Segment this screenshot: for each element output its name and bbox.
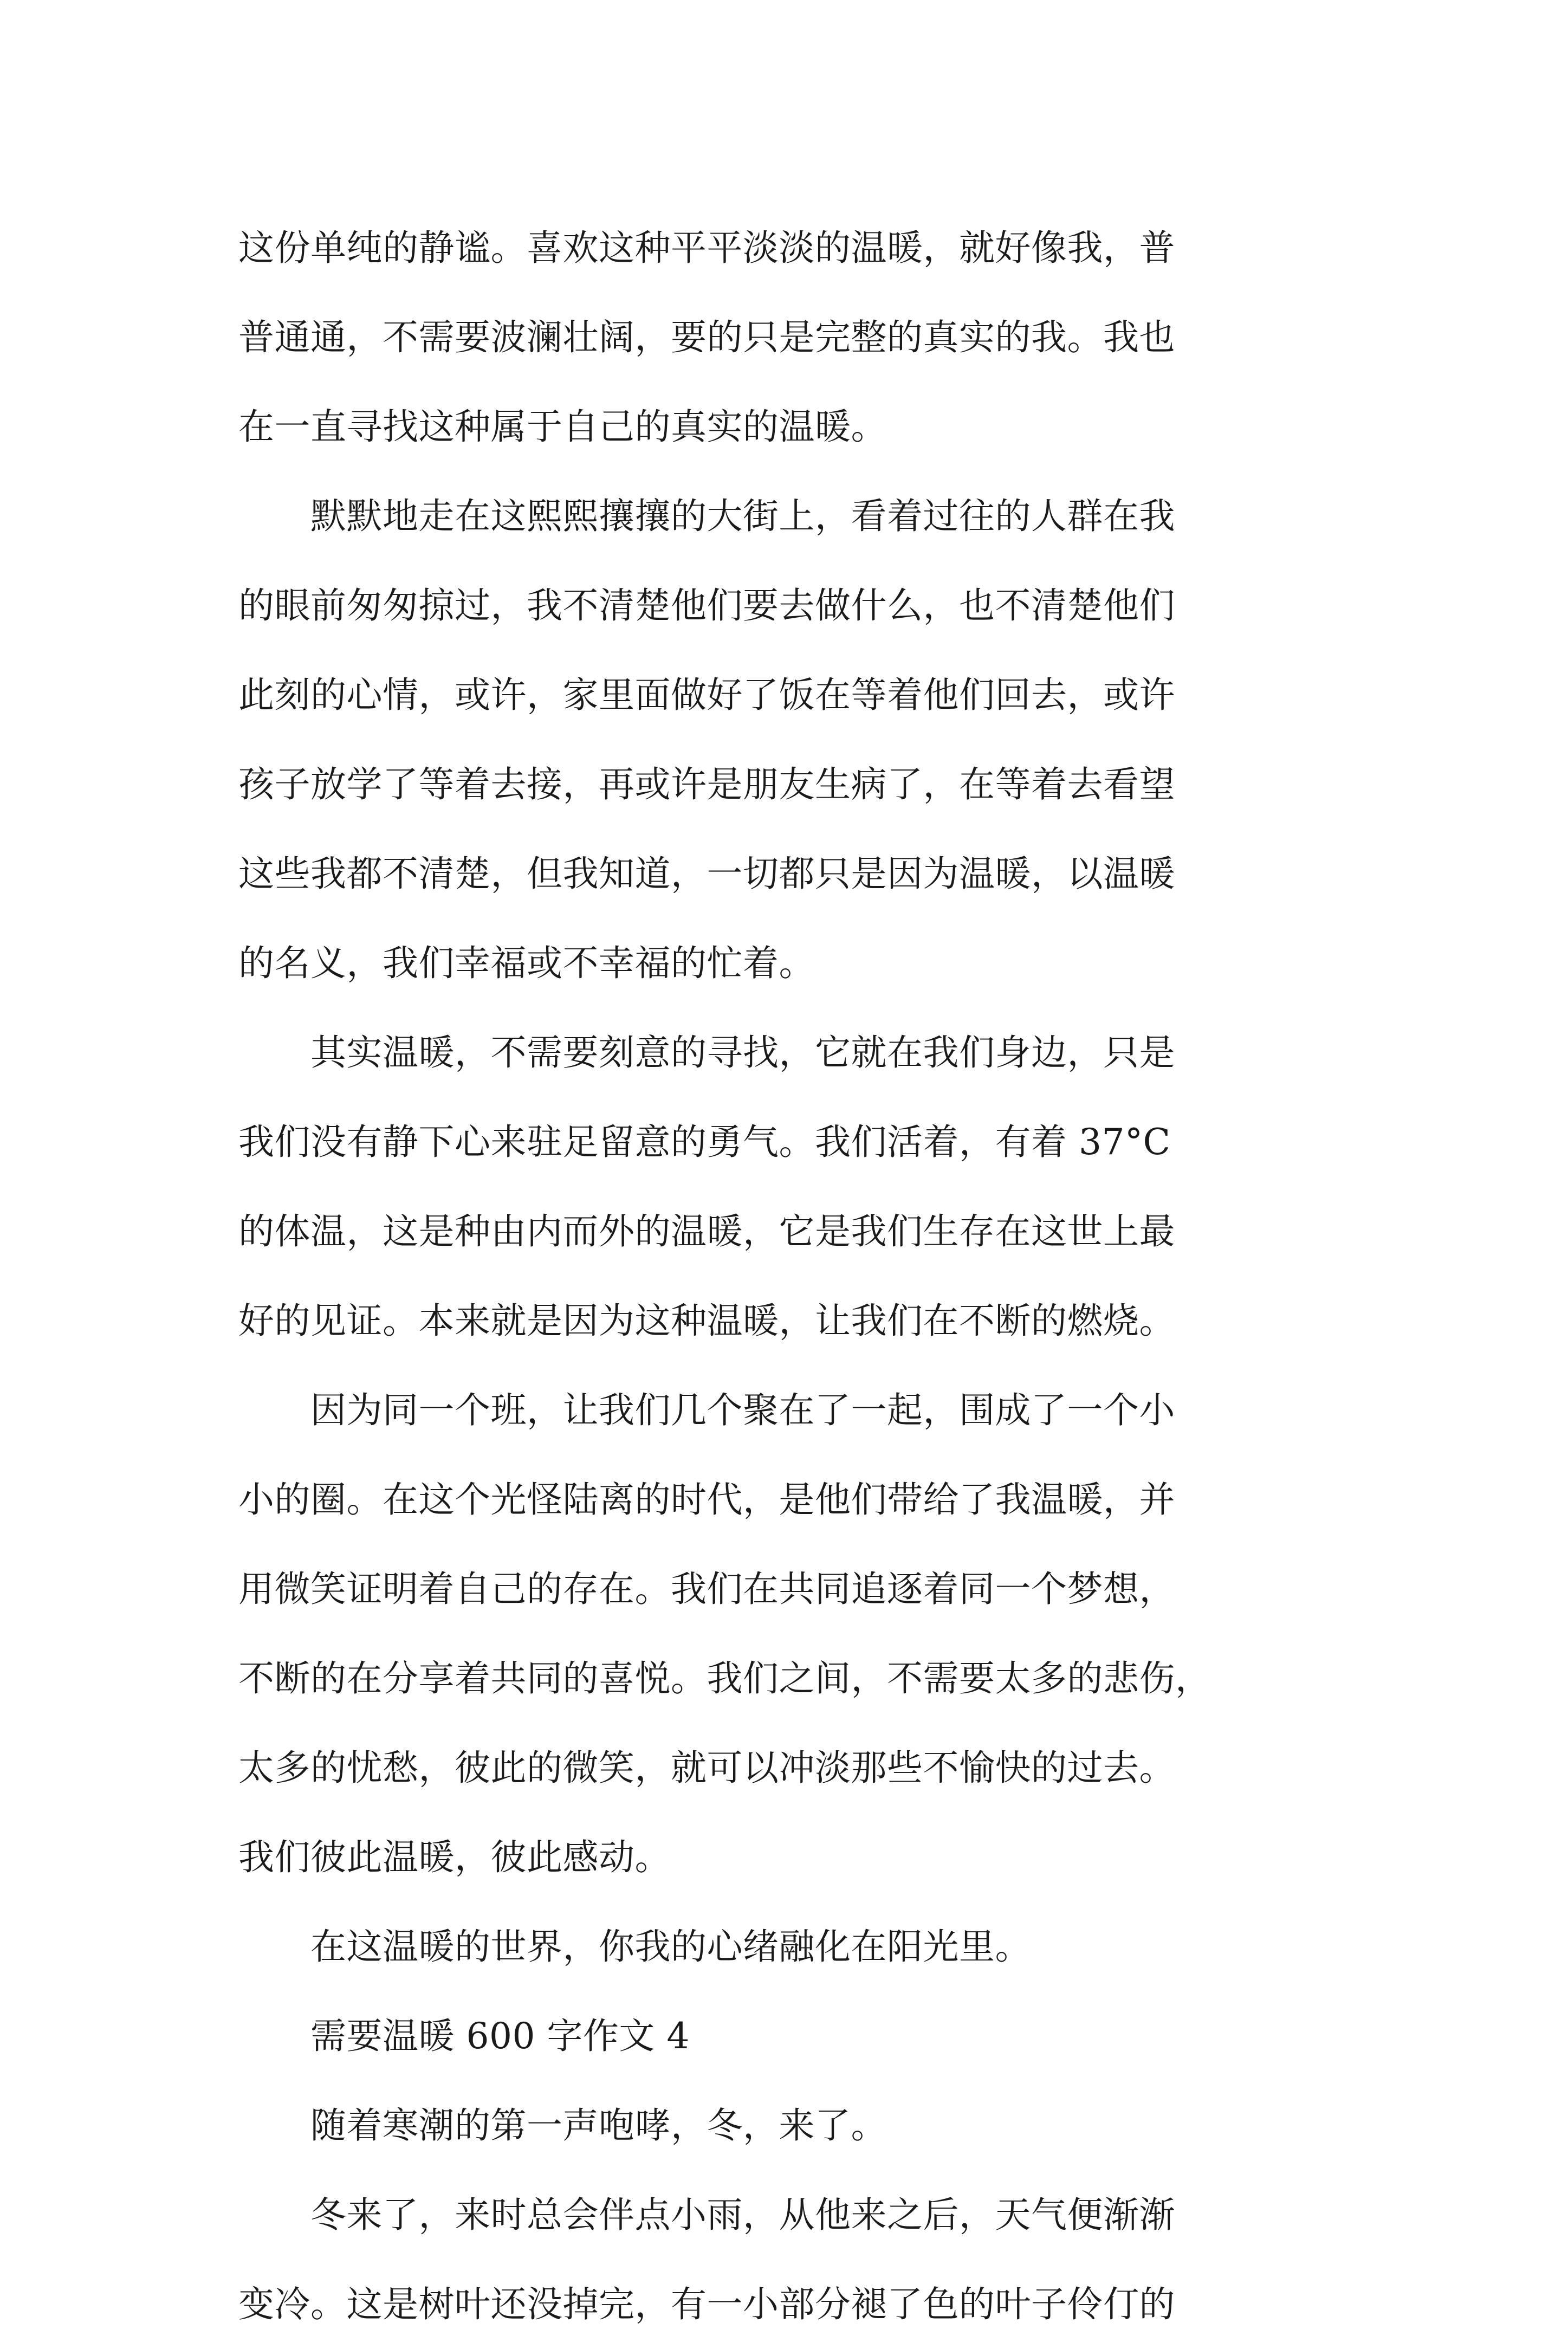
text-line: 普通通，不需要波澜壮阔，要的只是完整的真实的我。我也 [238, 316, 1175, 358]
text-line: 小的圈。在这个光怪陆离的时代，是他们带给了我温暖，并 [238, 1479, 1175, 1520]
text-line: 在一直寻找这种属于自己的真实的温暖。 [238, 406, 887, 448]
text-line: 孩子放学了等着去接，再或许是朋友生病了，在等着去看望 [238, 763, 1175, 805]
text-line: 在这温暖的世界，你我的心绪融化在阳光里。 [238, 1926, 1031, 1968]
text-line: 我们彼此温暖，彼此感动。 [238, 1836, 671, 1878]
text-line: 冬来了，来时总会伴点小雨，从他来之后，天气便渐渐 [238, 2194, 1175, 2236]
body-text [238, 203, 1338, 2349]
text-line: 用微笑证明着自己的存在。我们在共同追逐着同一个梦想， [238, 1568, 1175, 1610]
text-line: 好的见证。本来就是因为这种温暖，让我们在不断的燃烧。 [238, 1300, 1175, 1342]
text-line: 此刻的心情，或许，家里面做好了饭在等着他们回去，或许 [238, 674, 1175, 716]
text-line: 随着寒潮的第一声咆哮，冬，来了。 [238, 2105, 887, 2146]
text-line: 的名义，我们幸福或不幸福的忙着。 [238, 942, 815, 984]
text-line: 变冷。这是树叶还没掉完，有一小部分褪了色的叶子伶仃的 [238, 2283, 1175, 2325]
text-line: 的眼前匆匆掠过，我不清楚他们要去做什么，也不清楚他们 [238, 585, 1175, 626]
text-line: 因为同一个班，让我们几个聚在了一起，围成了一个小 [238, 1389, 1175, 1431]
text-line: 不断的在分享着共同的喜悦。我们之间，不需要太多的悲伤， [238, 1658, 1211, 1699]
text-line: 太多的忧愁，彼此的微笑，就可以冲淡那些不愉快的过去。 [238, 1747, 1175, 1789]
text-line: 默默地走在这熙熙攘攘的大街上，看着过往的人群在我 [238, 495, 1175, 537]
section-heading: 需要温暖 600 字作文 4 [238, 2015, 690, 2057]
text-line: 这份单纯的静谧。喜欢这种平平淡淡的温暖，就好像我，普 [238, 227, 1175, 269]
text-line: 这些我都不清楚，但我知道，一切都只是因为温暖，以温暖 [238, 853, 1175, 895]
text-line: 我们没有静下心来驻足留意的勇气。我们活着，有着 37°C [238, 1121, 1171, 1163]
text-line: 其实温暖，不需要刻意的寻找，它就在我们身边，只是 [238, 1032, 1175, 1073]
text-line: 的体温，这是种由内而外的温暖，它是我们生存在这世上最 [238, 1211, 1175, 1252]
